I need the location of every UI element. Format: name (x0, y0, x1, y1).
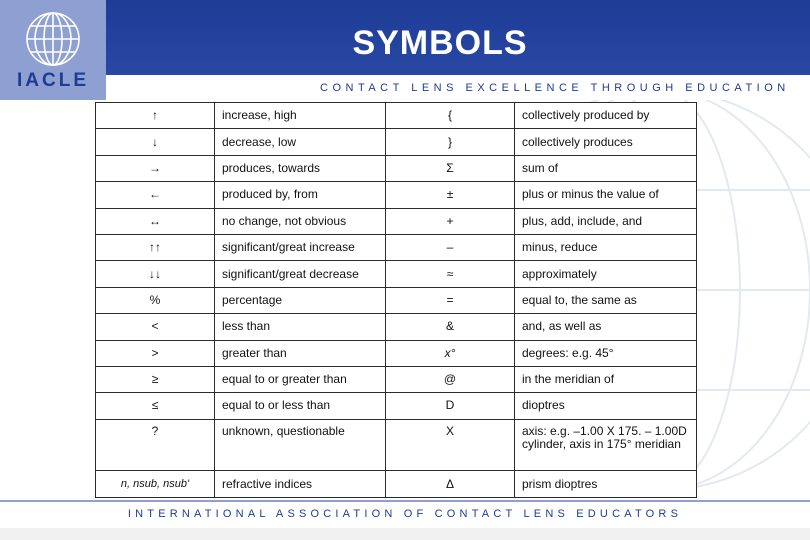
definition-cell: prism dioptres (515, 471, 697, 498)
table-row (96, 419, 697, 471)
definition-cell: in the meridian of (515, 366, 697, 392)
table-row (96, 155, 697, 181)
symbol-cell: x° (386, 340, 515, 366)
definition-cell: plus or minus the value of (515, 182, 697, 208)
definition-cell: unknown, questionable (215, 419, 386, 471)
symbol-cell: ? (96, 419, 215, 471)
symbol-cell: ≈ (386, 261, 515, 287)
definition-cell: equal to or greater than (215, 366, 386, 392)
symbol-cell: } (386, 129, 515, 155)
table-row (96, 234, 697, 260)
table-row (96, 208, 697, 234)
definition-cell: equal to, the same as (515, 287, 697, 313)
symbol-cell: ↓ (96, 129, 215, 155)
definition-cell: collectively produced by (515, 103, 697, 129)
symbol-cell: { (386, 103, 515, 129)
definition-cell: refractive indices (215, 471, 386, 498)
symbol-cell: n, nsub, nsub' (96, 471, 215, 498)
symbol-cell: ↑↑ (96, 234, 215, 260)
definition-cell: degrees: e.g. 45° (515, 340, 697, 366)
symbol-cell: ≤ (96, 393, 215, 419)
symbol-cell: ≥ (96, 366, 215, 392)
definition-cell: less than (215, 314, 386, 340)
definition-cell: decrease, low (215, 129, 386, 155)
definition-cell: dioptres (515, 393, 697, 419)
globe-icon (23, 9, 83, 69)
symbol-cell: ← (96, 182, 215, 208)
definition-cell: axis: e.g. –1.00 X 175. – 1.00D cylinder, axis in 175° meridian (515, 419, 697, 471)
definition-cell: approximately (515, 261, 697, 287)
logo-text: IACLE (17, 70, 89, 91)
definition-cell: sum of (515, 155, 697, 181)
definition-cell: percentage (215, 287, 386, 313)
definition-cell: plus, add, include, and (515, 208, 697, 234)
symbol-cell: X (386, 419, 515, 471)
definition-cell: minus, reduce (515, 234, 697, 260)
symbol-cell: ↑ (96, 103, 215, 129)
symbol-cell: D (386, 393, 515, 419)
symbol-cell: ± (386, 182, 515, 208)
symbol-cell: < (96, 314, 215, 340)
table-row (96, 366, 697, 392)
tagline: CONTACT LENS EXCELLENCE THROUGH EDUCATION (320, 82, 790, 94)
page-title: SYMBOLS (352, 24, 528, 62)
footer-text: INTERNATIONAL ASSOCIATION OF CONTACT LENS EDUCATORS (127, 508, 683, 520)
symbol-cell: & (386, 314, 515, 340)
definition-cell: produces, towards (215, 155, 386, 181)
symbols-table (95, 102, 697, 498)
symbol-cell: Σ (386, 155, 515, 181)
symbol-cell: + (386, 208, 515, 234)
definition-cell: significant/great decrease (215, 261, 386, 287)
footer (0, 500, 810, 540)
logo (0, 0, 106, 100)
header (0, 0, 810, 100)
definition-cell: greater than (215, 340, 386, 366)
definition-cell: increase, high (215, 103, 386, 129)
table-row (96, 129, 697, 155)
symbol-cell: – (386, 234, 515, 260)
definition-cell: significant/great increase (215, 234, 386, 260)
symbol-cell: % (96, 287, 215, 313)
table-row (96, 103, 697, 129)
table-row (96, 471, 697, 498)
symbol-cell: Δ (386, 471, 515, 498)
symbol-cell: > (96, 340, 215, 366)
table-row (96, 340, 697, 366)
definition-cell: produced by, from (215, 182, 386, 208)
table-row (96, 182, 697, 208)
definition-cell: equal to or less than (215, 393, 386, 419)
table-row (96, 261, 697, 287)
table-row (96, 314, 697, 340)
symbol-cell: ↔ (96, 208, 215, 234)
definition-cell: and, as well as (515, 314, 697, 340)
symbol-cell: @ (386, 366, 515, 392)
definition-cell: collectively produces (515, 129, 697, 155)
symbol-cell: = (386, 287, 515, 313)
table-row (96, 287, 697, 313)
symbol-cell: → (96, 155, 215, 181)
symbol-cell: ↓↓ (96, 261, 215, 287)
definition-cell: no change, not obvious (215, 208, 386, 234)
table-row (96, 393, 697, 419)
footer-divider (0, 500, 810, 502)
footer-band (0, 528, 810, 540)
